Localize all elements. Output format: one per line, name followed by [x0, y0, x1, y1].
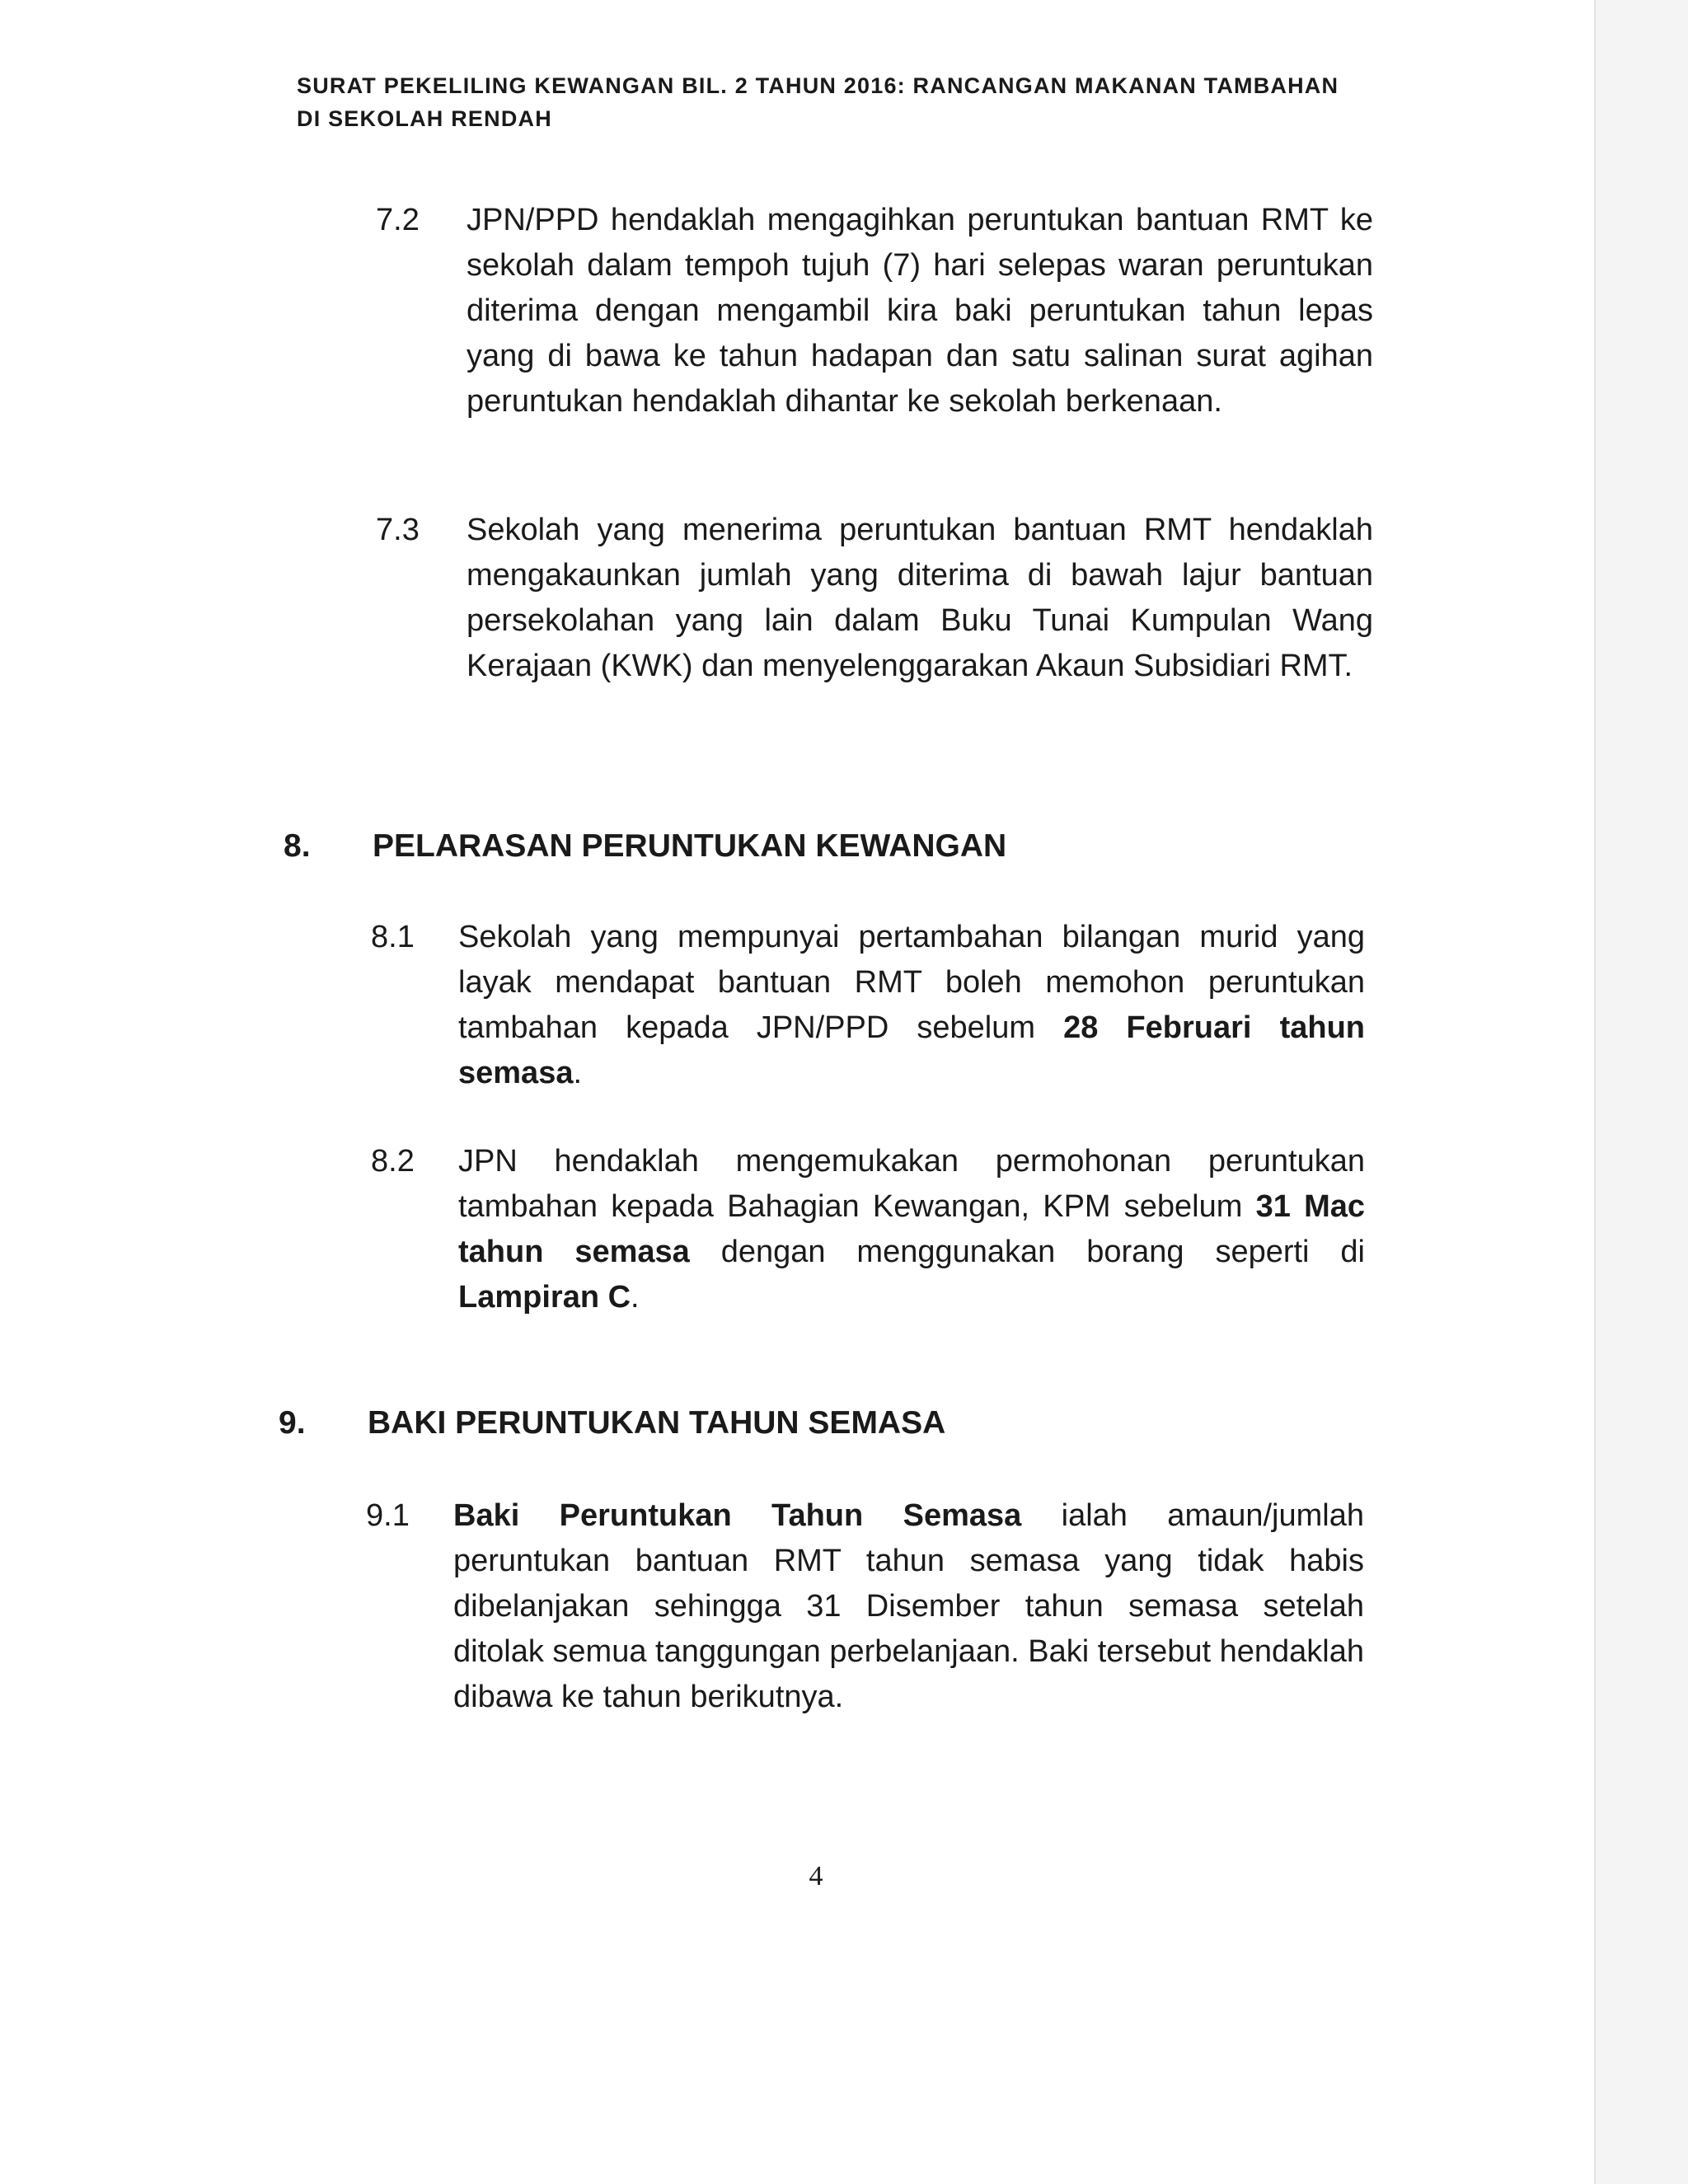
- paragraph-text: Sekolah yang menerima peruntukan bantuan RMT hendaklah mengakaunkan jumlah yang diterima di bawah lajur bantuan persekolahan yang lain dalam Buku Tunai Kumpulan Wang Kerajaan (KWK) dan menyelenggarakan Akaun Subsidiari RMT.: [467, 513, 1373, 683]
- bold-run: 31 Mac tahun semasa: [458, 1189, 1365, 1269]
- paragraph-8-2: [371, 1139, 1368, 1320]
- paragraph-text: [458, 1139, 1365, 1320]
- text-run: dengan menggunakan borang seperti di: [689, 1235, 1365, 1269]
- section-title: PELARASAN PERUNTUKAN KEWANGAN: [373, 828, 1007, 864]
- bold-run: 28 Februari tahun semasa: [458, 1010, 1365, 1090]
- paragraph-text: [458, 915, 1365, 1096]
- bold-run: Lampiran C: [458, 1280, 631, 1315]
- document-header: [297, 69, 1385, 135]
- paragraph-text: JPN/PPD hendaklah mengagihkan peruntukan bantuan RMT ke sekolah dalam tempoh tujuh (7) hari selepas waran peruntukan diterima dengan mengambil kira baki peruntukan tahun lepas yang di bawa ke tahun hadapan dan satu salinan surat agihan peruntukan hendaklah dihantar ke sekolah berkenaan.: [467, 203, 1373, 419]
- paragraph-number: 9.1: [366, 1498, 410, 1533]
- paragraph-number: 8.1: [371, 920, 415, 954]
- header-line-1: SURAT PEKELILING KEWANGAN BIL. 2 TAHUN 2016: RANCANGAN MAKANAN TAMBAHAN: [297, 73, 1339, 98]
- text-run: ialah amaun/jumlah peruntukan bantuan RMT tahun semasa yang tidak habis dibelanjakan sehingga 31 Disember tahun semasa setelah ditolak semua tanggungan perbelanjaan. Baki tersebut hendaklah dibawa ke tahun berikutnya.: [453, 1498, 1364, 1714]
- section-number: 9.: [279, 1405, 306, 1441]
- paragraph-number: 7.2: [376, 203, 420, 237]
- section-title: BAKI PERUNTUKAN TAHUN SEMASA: [368, 1405, 946, 1441]
- text-run: .: [631, 1280, 640, 1315]
- paragraph-number: 7.3: [376, 513, 420, 547]
- paragraph-text: [453, 1493, 1364, 1720]
- paragraph-9-1: [366, 1493, 1367, 1724]
- bold-run: Baki Peruntukan Tahun Semasa: [453, 1498, 1022, 1533]
- paragraph-7-3: [376, 508, 1373, 734]
- paragraph-7-2: [376, 198, 1373, 470]
- page-number: 4: [809, 1861, 823, 1891]
- paragraph-number: 8.2: [371, 1144, 415, 1179]
- text-run: Sekolah yang mempunyai pertambahan bilangan murid yang layak mendapat bantuan RMT boleh memohon peruntukan tambahan kepada JPN/PPD sebelum: [458, 920, 1365, 1045]
- scan-page-edge: [1594, 0, 1688, 2184]
- header-line-2: DI SEKOLAH RENDAH: [297, 106, 552, 131]
- text-run: .: [573, 1056, 583, 1090]
- paragraph-8-1: [371, 915, 1368, 1096]
- section-number: 8.: [284, 828, 311, 864]
- text-run: JPN hendaklah mengemukakan permohonan peruntukan tambahan kepada Bahagian Kewangan, KPM sebelum: [458, 1144, 1365, 1224]
